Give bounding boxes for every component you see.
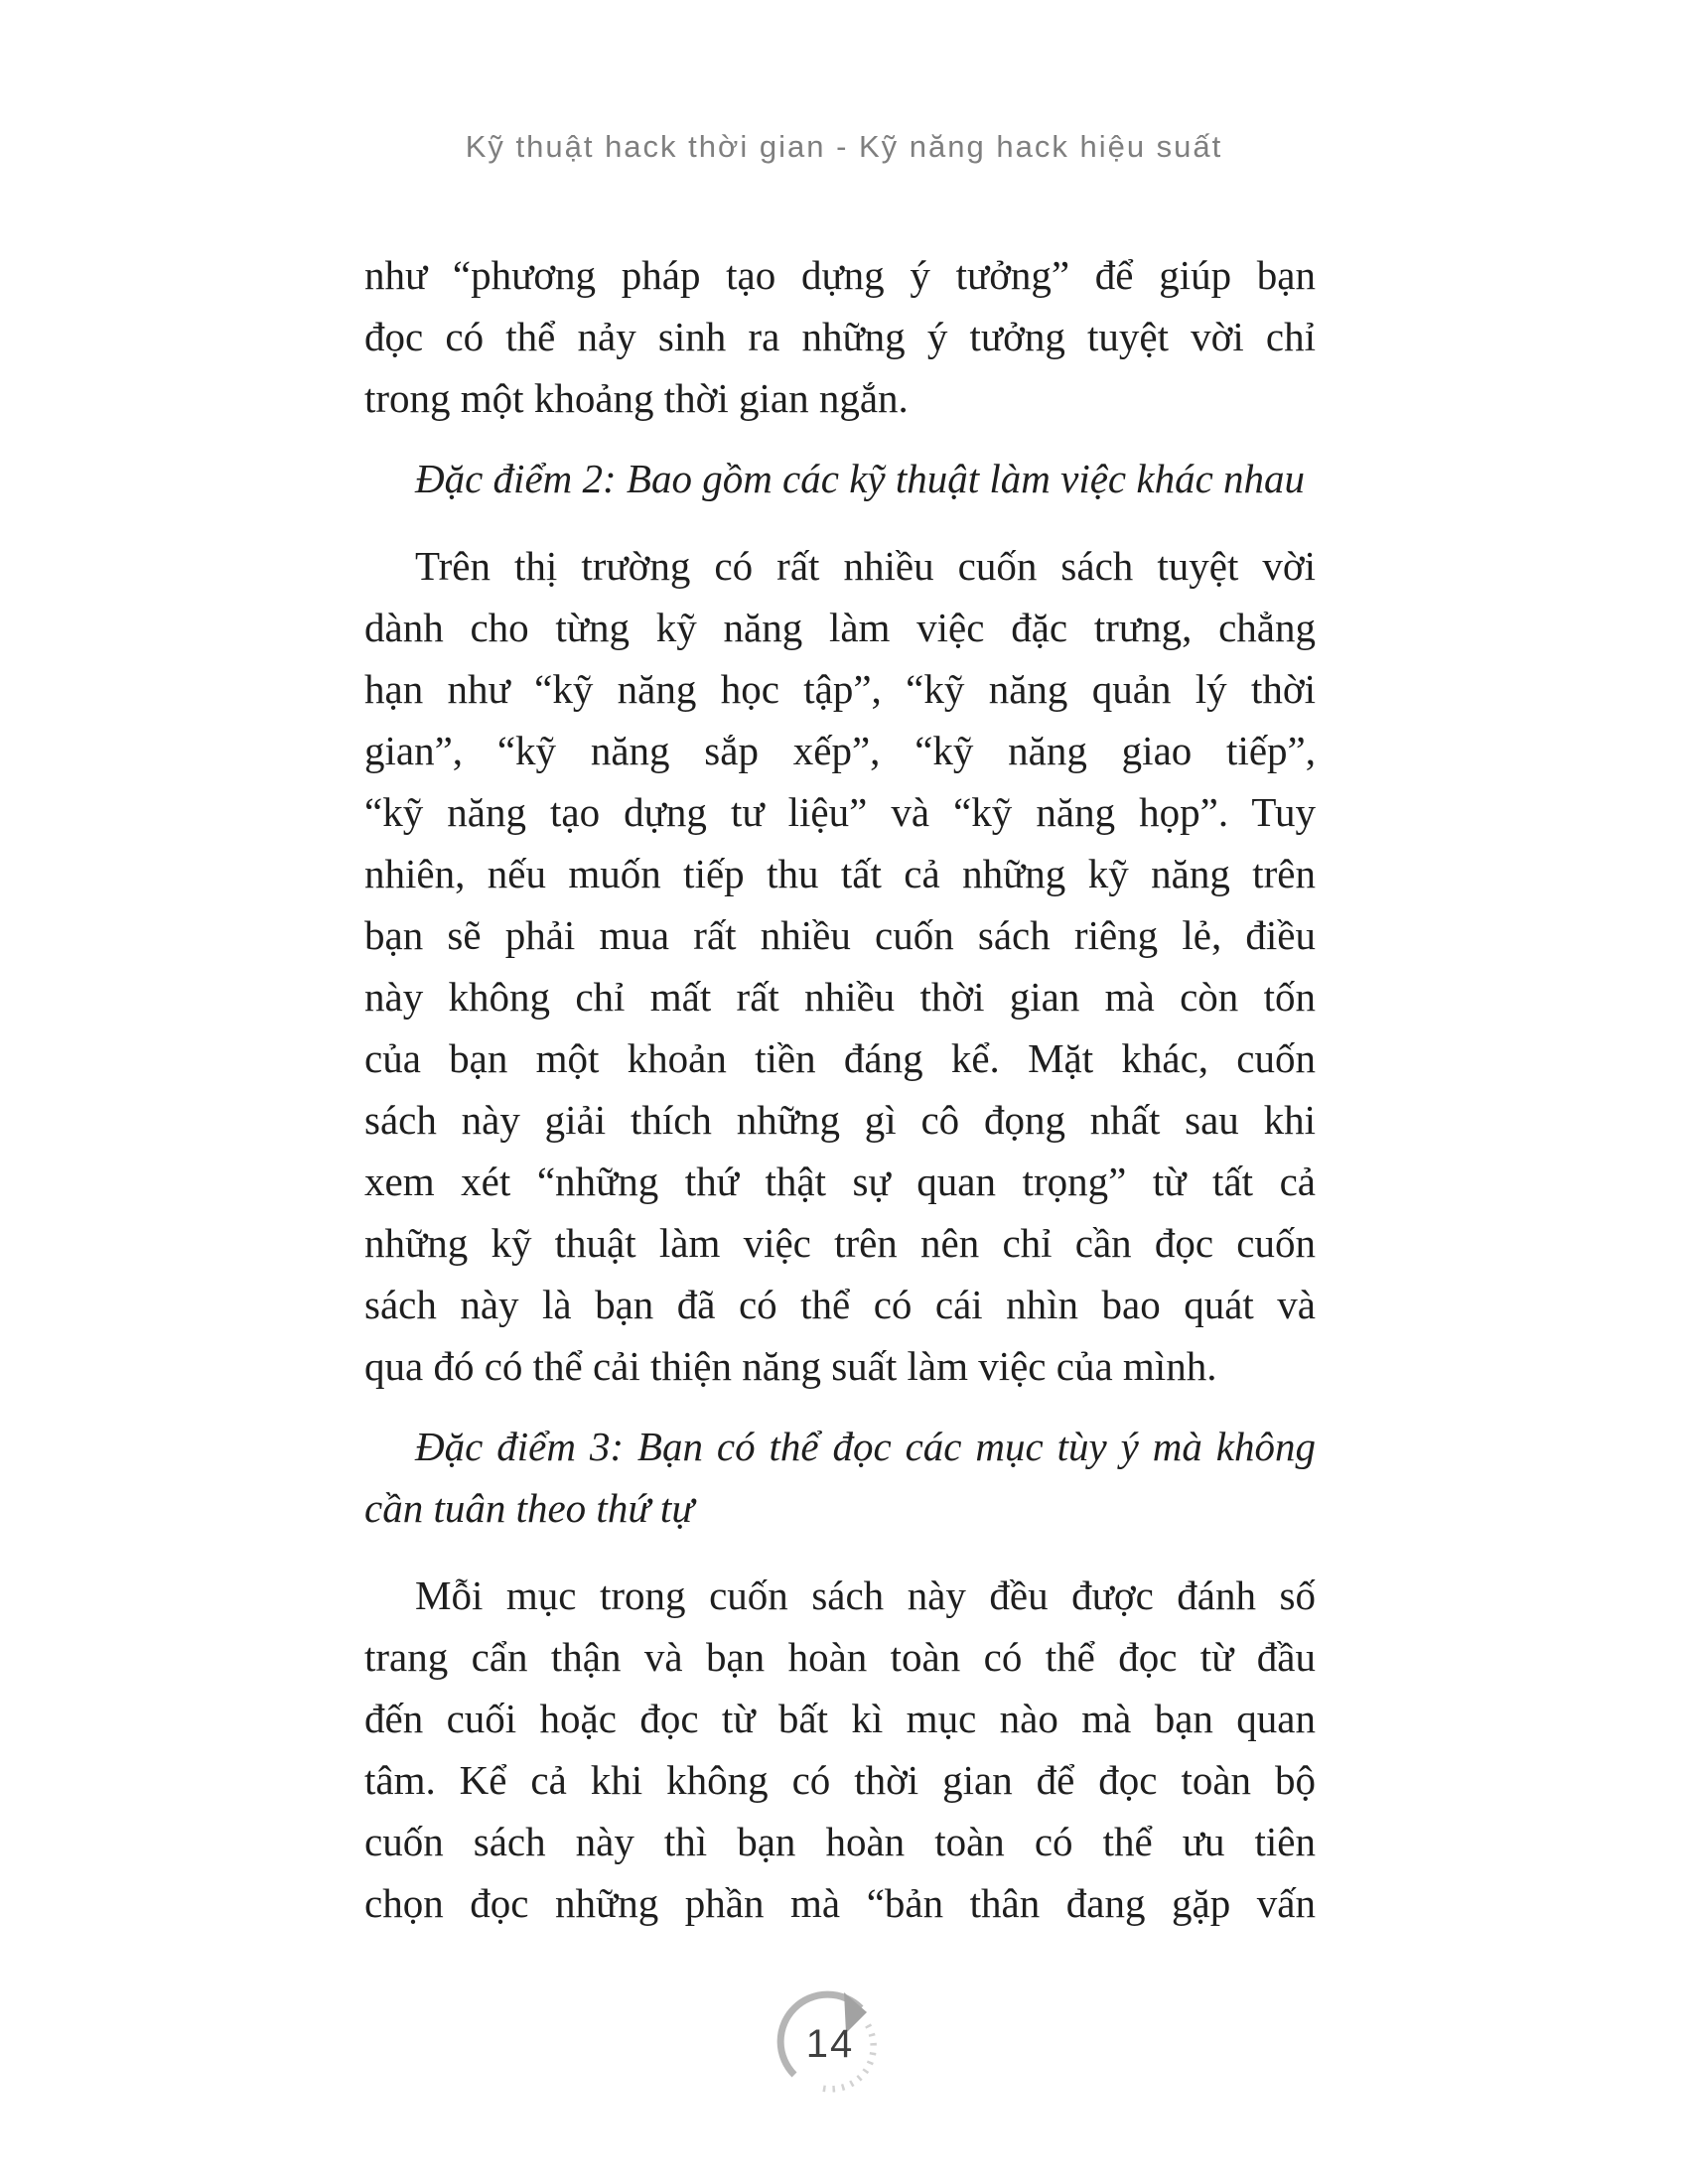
text-line: hạn như “kỹ năng học tập”, “kỹ năng quản lý thời xyxy=(364,666,1316,712)
text-line: đọc có thể nảy sinh ra những ý tưởng tuyệt vời chỉ xyxy=(364,314,1316,359)
text-line: bạn sẽ phải mua rất nhiều cuốn sách riêng lẻ, điều xyxy=(364,912,1316,958)
text-line: “kỹ năng tạo dựng tư liệu” và “kỹ năng họp”. Tuy xyxy=(364,789,1316,835)
text-line: tâm. Kể cả khi không có thời gian để đọc toàn bộ xyxy=(364,1757,1316,1803)
text-line: như “phương pháp tạo dựng ý tưởng” để giúp bạn xyxy=(364,252,1316,298)
text-line: này không chỉ mất rất nhiều thời gian mà còn tốn xyxy=(364,974,1316,1020)
text-line: sách này là bạn đã có thể có cái nhìn bao quát và xyxy=(364,1282,1316,1327)
paragraph xyxy=(364,1565,1316,1934)
section-heading xyxy=(364,448,1316,509)
running-header: Kỹ thuật hack thời gian - Kỹ năng hack hiệu suất xyxy=(465,129,1223,164)
section-heading xyxy=(364,1416,1316,1539)
text-line: xem xét “những thứ thật sự quan trọng” từ tất cả xyxy=(364,1159,1316,1204)
text-line: trang cẩn thận và bạn hoàn toàn có thể đọc từ đầu xyxy=(364,1634,1316,1680)
text-line: của bạn một khoản tiền đáng kể. Mặt khác, cuốn xyxy=(364,1035,1316,1081)
text-line: Trên thị trường có rất nhiều cuốn sách tuyệt vời xyxy=(415,543,1316,589)
heading-line: Đặc điểm 2: Bao gồm các kỹ thuật làm việc khác nhau xyxy=(415,456,1306,501)
text-line: sách này giải thích những gì cô đọng nhất sau khi xyxy=(364,1097,1316,1143)
text-line: chọn đọc những phần mà “bản thân đang gặp vấn xyxy=(364,1880,1316,1926)
body-text xyxy=(364,244,1316,1934)
text-line: nhiên, nếu muốn tiếp thu tất cả những kỹ năng trên xyxy=(364,851,1316,896)
text-line: Mỗi mục trong cuốn sách này đều được đánh số xyxy=(415,1572,1316,1618)
paragraph xyxy=(364,244,1316,429)
text-line: đến cuối hoặc đọc từ bất kì mục nào mà bạn quan xyxy=(364,1696,1316,1741)
text-line: trong một khoảng thời gian ngắn. xyxy=(364,375,909,421)
text-line: gian”, “kỹ năng sắp xếp”, “kỹ năng giao tiếp”, xyxy=(364,728,1316,773)
text-line: dành cho từng kỹ năng làm việc đặc trưng, chẳng xyxy=(364,605,1316,650)
page-number: 14 xyxy=(805,2022,855,2066)
heading-line: cần tuân theo thứ tự xyxy=(364,1485,694,1531)
page-footer xyxy=(769,1980,898,2110)
heading-line: Đặc điểm 3: Bạn có thể đọc các mục tùy ý mà không xyxy=(415,1424,1316,1469)
text-line: cuốn sách này thì bạn hoàn toàn có thể ưu tiên xyxy=(364,1819,1316,1864)
text-line: qua đó có thể cải thiện năng suất làm việc của mình. xyxy=(364,1343,1217,1389)
text-line: những kỹ thuật làm việc trên nên chỉ cần đọc cuốn xyxy=(364,1220,1316,1266)
paragraph xyxy=(364,535,1316,1397)
